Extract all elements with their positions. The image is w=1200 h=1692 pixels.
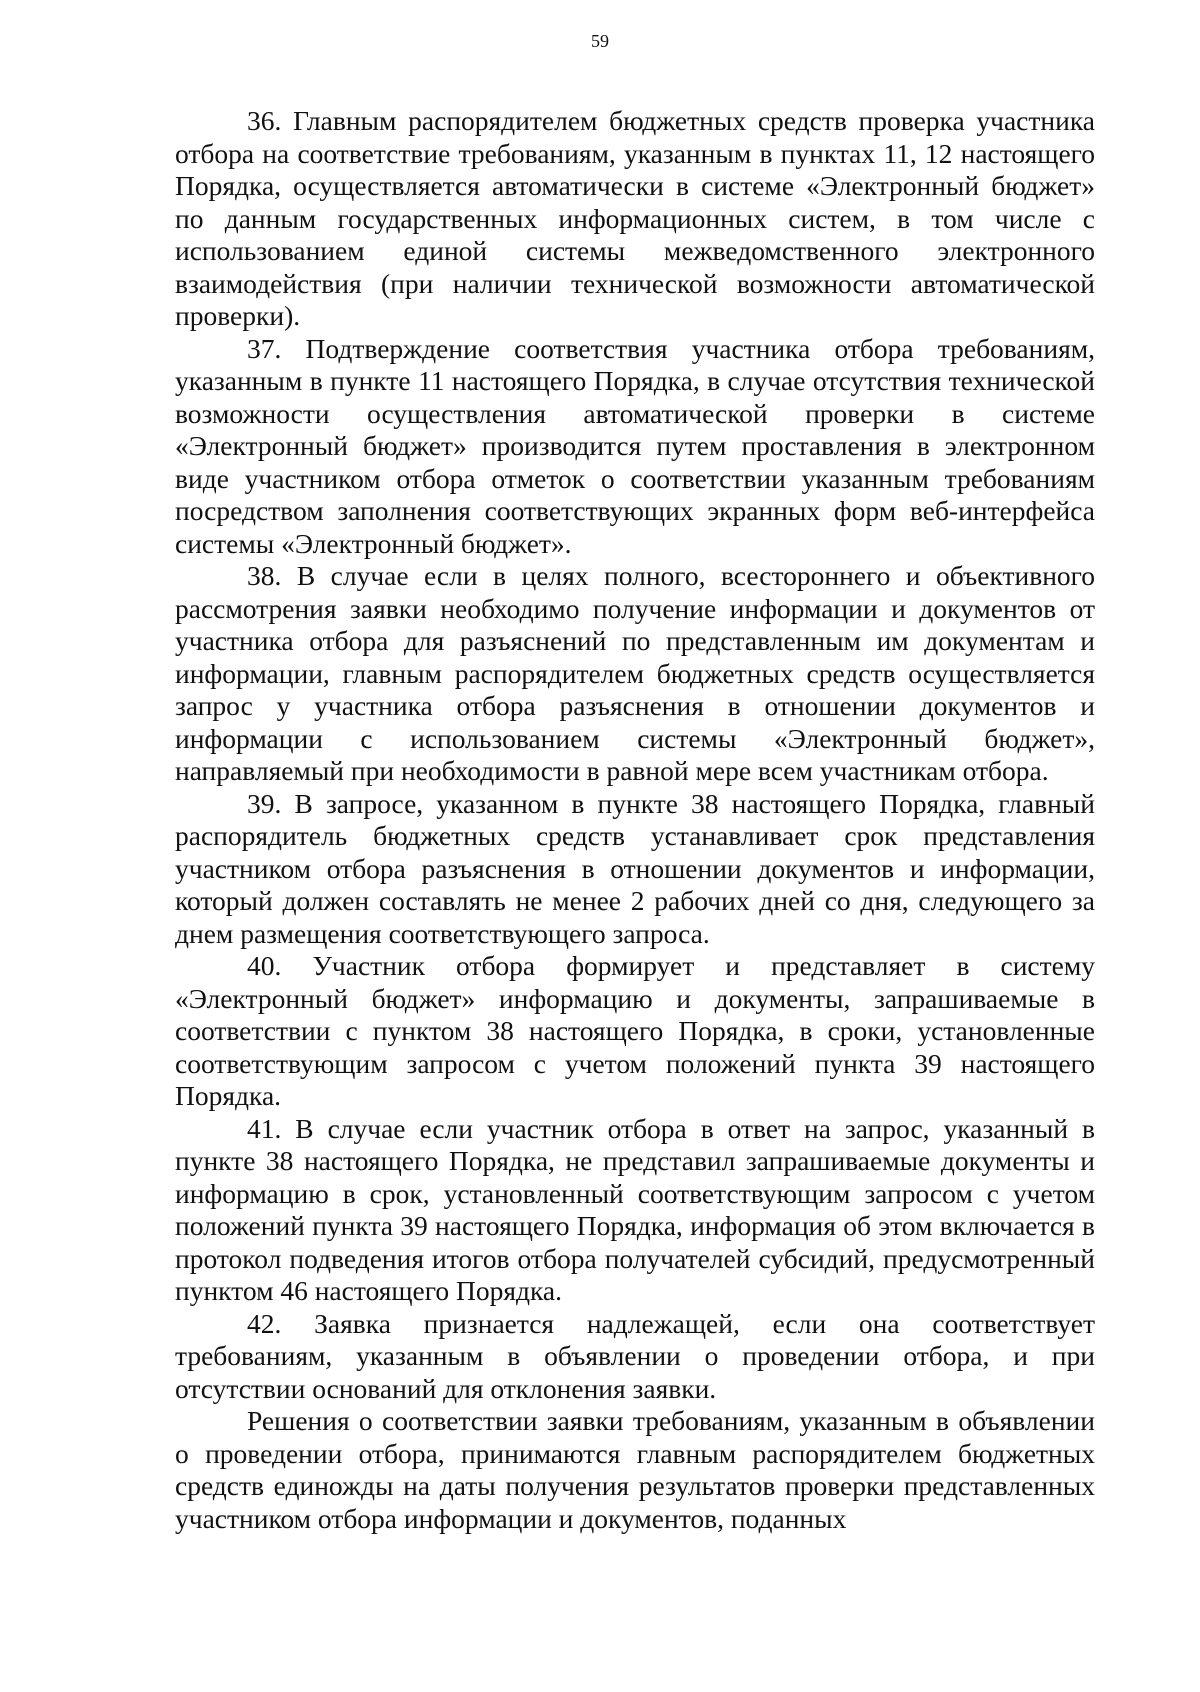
paragraph-decisions: Решения о соответствии заявки требованиям, указанным в объявлении о проведении отбора, принимаются главным распорядителем бюджетных средств единожды на даты получения результатов проверки представленных участником отбора информации и документов, поданных [175,1405,1095,1534]
document-body [175,105,1095,1535]
paragraph-36: 36. Главным распорядителем бюджетных средств проверка участника отбора на соответствие требованиям, указанным в пунктах 11, 12 настоящего Порядка, осуществляется автоматически в системе «Электронный бюджет» по данным государственных информационных систем, в том числе с использованием единой системы межведомственного электронного взаимодействия (при наличии технической возможности автоматической проверки). [175,105,1095,331]
paragraph-38: 38. В случае если в целях полного, всестороннего и объективного рассмотрения заявки необходимо получение информации и документов от участника отбора для разъяснений по представленным им документам и информации, главным распорядителем бюджетных средств осуществляется запрос у участника отбора разъяснения в отношении документов и информации с использованием системы «Электронный бюджет», направляемый при необходимости в равной мере всем участникам отбора. [175,560,1095,786]
paragraph-40: 40. Участник отбора формирует и представляет в систему «Электронный бюджет» информацию и документы, запрашиваемые в соответствии с пунктом 38 настоящего Порядка, в сроки, установленные соответствующим запросом с учетом положений пункта 39 настоящего Порядка. [175,950,1095,1111]
paragraph-39: 39. В запросе, указанном в пункте 38 настоящего Порядка, главный распорядитель бюджетных средств устанавливает срок представления участником отбора разъяснения в отношении документов и информации, который должен составлять не менее 2 рабочих дней со дня, следующего за днем размещения соответствующего запроса. [175,787,1095,949]
paragraph-42: 42. Заявка признается надлежащей, если она соответствует требованиям, указанным в объявлении о проведении отбора, и при отсутствии оснований для отклонения заявки. [175,1307,1095,1404]
paragraph-41: 41. В случае если участник отбора в ответ на запрос, указанный в пункте 38 настоящего Порядка, не представил запрашиваемые документы и информацию в срок, установленный соответствующим запросом с учетом положений пункта 39 настоящего Порядка, информация об этом включается в протокол подведения итогов отбора получателей субсидий, предусмотренный пунктом 46 настоящего Порядка. [175,1112,1095,1306]
paragraph-37: 37. Подтверждение соответствия участника отбора требованиям, указанным в пункте 11 настоящего Порядка, в случае отсутствия технической возможности осуществления автоматической проверки в системе «Электронный бюджет» производится путем проставления в электронном виде участником отбора отметок о соответствии указанным требованиям посредством заполнения соответствующих экранных форм веб-интерфейса системы «Электронный бюджет». [175,332,1095,559]
page-number: 59 [591,31,609,51]
